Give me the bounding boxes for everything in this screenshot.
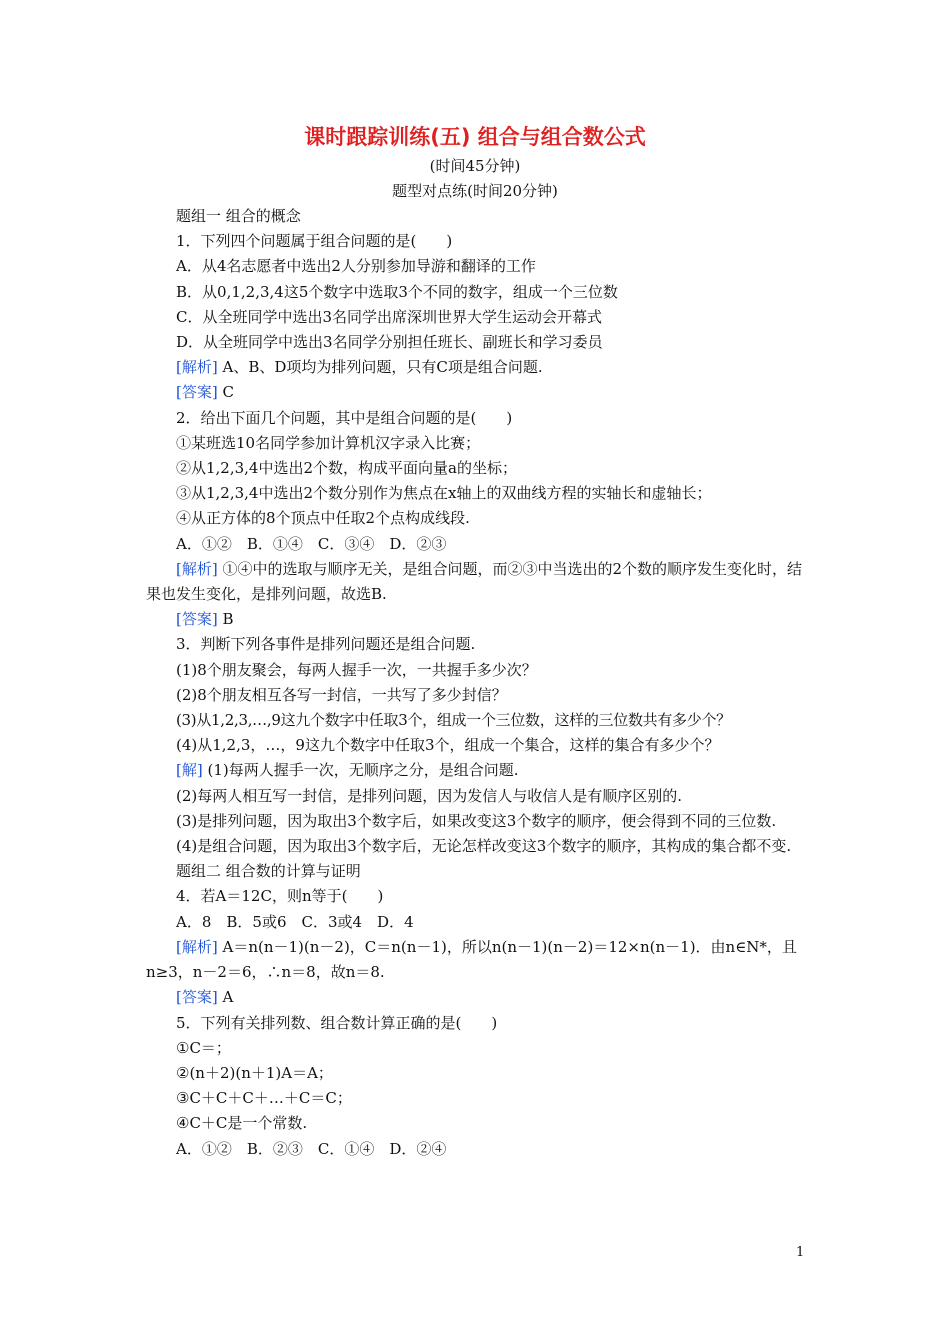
item-line: ④从正方体的8个顶点中任取2个点构成线段. bbox=[176, 509, 470, 528]
item-line: ①C＝； bbox=[176, 1038, 231, 1057]
solution-tag: [解] bbox=[176, 761, 203, 780]
solution-line: (4)是组合问题，因为取出3个数字后，无论怎样改变这3个数字的顺序，其构成的集合都不变. bbox=[176, 837, 792, 856]
item-line: (3)从1,2,3,…,9这九个数字中任取3个，组成一个三位数，这样的三位数共有多少个？ bbox=[176, 711, 731, 730]
option-line: A．①② B．②③ C．①④ D．②④ bbox=[176, 1139, 447, 1158]
item-line: ③C＋C＋C＋…＋C＝C； bbox=[176, 1089, 352, 1108]
answer-tag: [答案] bbox=[176, 988, 218, 1007]
time-limit: (时间45分钟) bbox=[429, 157, 521, 175]
answer-line: [答案] C bbox=[176, 383, 234, 402]
item-line: ②从1,2,3,4中选出2个数，构成平面向量a的坐标； bbox=[176, 459, 517, 478]
question-stem: 4．若A＝12C，则n等于( ) bbox=[176, 887, 384, 906]
analysis-line: [解析] A＝n(n－1)(n－2)，C＝n(n－1)，所以n(n－1)(n－2)＝12×n(n－1)．由n∈N*，且n≥3，n－2＝6，∴n＝8，故n＝8. bbox=[146, 937, 797, 982]
section-heading: 题型对点练(时间20分钟) bbox=[392, 182, 558, 200]
option-line: D．从全班同学中选出3名同学分别担任班长、副班长和学习委员 bbox=[176, 333, 603, 352]
item-line: (1)8个朋友聚会，每两人握手一次，一共握手多少次？ bbox=[176, 660, 537, 679]
page-number: 1 bbox=[796, 1245, 805, 1260]
analysis-tag: [解析] bbox=[176, 358, 218, 377]
group-heading: 题组一 组合的概念 bbox=[176, 207, 301, 225]
solution-line: [解] (1)每两人握手一次，无顺序之分，是组合问题. bbox=[176, 761, 519, 780]
option-line: B．从0,1,2,3,4这5个数字中选取3个不同的数字，组成一个三位数 bbox=[176, 282, 618, 301]
answer-tag: [答案] bbox=[176, 383, 218, 402]
solution-line: (3)是排列问题，因为取出3个数字后，如果改变这3个数字的顺序，便会得到不同的三位数. bbox=[176, 811, 777, 830]
item-line: ③从1,2,3,4中选出2个数分别作为焦点在x轴上的双曲线方程的实轴长和虚轴长； bbox=[176, 484, 712, 503]
group-heading: 题组二 组合数的计算与证明 bbox=[176, 862, 361, 881]
analysis-tag: [解析] bbox=[176, 559, 218, 578]
analysis-line: [解析] A、B、D项均为排列问题，只有C项是组合问题. bbox=[176, 358, 543, 377]
item-line: ①某班选10名同学参加计算机汉字录入比赛； bbox=[176, 433, 481, 452]
item-line: ④C＋C是一个常数. bbox=[176, 1114, 308, 1133]
question-stem: 5．下列有关排列数、组合数计算正确的是( ) bbox=[176, 1013, 498, 1032]
answer-line: [答案] B bbox=[176, 610, 234, 629]
item-line: (4)从1,2,3，…，9这九个数字中任取3个，组成一个集合，这样的集合有多少个？ bbox=[176, 736, 720, 755]
item-line: (2)8个朋友相互各写一封信，一共写了多少封信？ bbox=[176, 685, 507, 704]
option-line: A．8 B．5或6 C．3或4 D．4 bbox=[176, 912, 414, 931]
question-stem: 1．下列四个问题属于组合问题的是( ) bbox=[176, 232, 453, 251]
document-body bbox=[146, 204, 816, 1162]
option-line: A．①② B．①④ C．③④ D．②③ bbox=[176, 534, 447, 553]
option-line: C．从全班同学中选出3名同学出席深圳世界大学生运动会开幕式 bbox=[176, 307, 603, 326]
option-line: A．从4名志愿者中选出2人分别参加导游和翻译的工作 bbox=[176, 257, 536, 276]
solution-line: (2)每两人相互写一封信，是排列问题，因为发信人与收信人是有顺序区别的. bbox=[176, 786, 683, 805]
item-line: ②(n＋2)(n＋1)A＝A； bbox=[176, 1063, 333, 1082]
page-title: 课时跟踪训练(五) 组合与组合数公式 bbox=[304, 125, 646, 149]
analysis-tag: [解析] bbox=[176, 937, 218, 956]
answer-tag: [答案] bbox=[176, 610, 218, 629]
question-stem: 3．判断下列各事件是排列问题还是组合问题. bbox=[176, 635, 476, 654]
answer-line: [答案] A bbox=[176, 988, 234, 1007]
question-stem: 2．给出下面几个问题，其中是组合问题的是( ) bbox=[176, 408, 513, 427]
analysis-line: [解析] ①④中的选取与顺序无关，是组合问题，而②③中当选出的2个数的顺序发生变化时，结果也发生变化，是排列问题，故选B. bbox=[146, 559, 803, 604]
